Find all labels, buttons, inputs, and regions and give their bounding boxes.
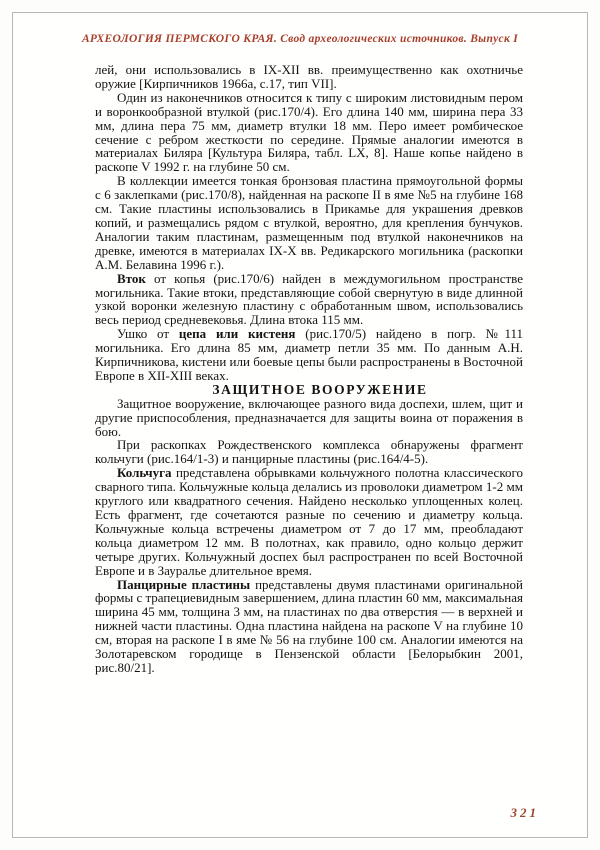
paragraph-bronze-plate: В коллекции имеется тонкая бронзовая пластина прямоугольной формы с 6 заклепками (рис.170/8), найденная на раскопе II в яме №5 на глубине 168 см. Такие пластины использовались в Прикамье для украшения древков копий, и размещались рядом с втулкой, вероятно, для крепления бунчуков. Аналогии таким пластинам, размещенным под втулкой наконечников на древке, имеются в материалах IX-X вв. Редикарского могильника (раскопки А.М. Белавина 1996 г.). — [95, 173, 523, 272]
paragraph-plates-text: представлены двумя пластинами оригинальной формы с трапециевидным завершением, длина пластин 60 мм, максимальная ширина 45 мм, толщина 3 мм, на пластинах по два отверстия — в верхней и нижней части пластины. Одна пластина найдена на раскопе V на глубине 10 см, вторая на раскопе I в яме № 56 на глубине 100 см. Аналогии имеются на Золотаревском городище в Пензенской области [Белорыбкин 2001, рис.80/21]. — [95, 576, 523, 675]
page-body — [95, 63, 523, 675]
paragraph-chainmail-lead: Кольчуга — [117, 465, 172, 481]
paragraph-kisten — [95, 327, 523, 383]
running-header-text: АРХЕОЛОГИЯ ПЕРМСКОГО КРАЯ. Свод археологических источников. Выпуск I — [81, 33, 519, 45]
running-header — [13, 33, 587, 45]
scanned-book-page — [12, 12, 588, 838]
paragraph-kisten-bold: цепа или кистеня — [178, 326, 296, 342]
page-number: 321 — [510, 805, 539, 820]
paragraph-vtok-text: от копья (рис.170/6) найден в междумогильном пространстве могильника. Такие втоки, представляющие собой свернутую в виде длинной узкой воронки железную пластину с обработанным швом, использовались весь период средневековья. Длина втока 115 мм. — [95, 270, 523, 328]
paragraph-armor-intro: Защитное вооружение, включающее разного вида доспехи, шлем, щит и другие приспособления, предназначается для защиты воина от поражения в бою. — [95, 395, 523, 439]
paragraph-plates — [95, 578, 523, 675]
paragraph-chainmail — [95, 466, 523, 577]
paragraph-spearhead: Один из наконечников относится к типу с широким листовидным пером и воронкообразной втулкой (рис.170/4). Его длина 140 мм, ширина пера 33 мм, длина пера 75 мм, диаметр втулки 18 мм. Перо имеет ромбическое сечение с ребром жесткости по середине. Прямые аналогии имеются в материалах Биляра [Культура Биляра, табл. LX, 8]. Наше копье найдено в раскопе V 1992 г. на глубине 50 см. — [95, 89, 523, 175]
paragraph-continuation: лей, они использовались в IX-XII вв. преимущественно как охотничье оружие [Кирпичников 1966а, с.17, тип VII]. — [95, 62, 523, 91]
section-heading: ЗАЩИТНОЕ ВООРУЖЕНИЕ — [212, 381, 428, 397]
paragraph-vtok-lead: Вток — [117, 270, 146, 286]
paragraph-kisten-pre: Ушко от — [117, 326, 179, 342]
paragraph-chainmail-text: представлена обрывками кольчужного полотна классического сварного типа. Кольчужные кольца делались из проволоки диаметром 1-2 мм круглого или квадратного сечения. Найдено несколько уплощенных колец. Есть фрагмент, где сочетаются разные по сечению и диаметру кольца. Кольчужные кольца встречены диаметром от 7 до 17 мм, преобладают кольца диаметром 12 мм. В полотнах, как правило, одно кольцо держит четыре других. Кольчужный доспех был распространен по всей Восточной Европе и в Зауралье длительное время. — [95, 465, 523, 578]
paragraph-kisten-text: (рис.170/5) найдено в погр. №111 могильника. Его длина 85 мм, диаметр петли 35 мм. По данным А.Н. Кирпичникова, кистени или боевые цепы были распространены в Восточной Европе в XII-XIII веках. — [95, 326, 523, 383]
paragraph-vtok — [95, 272, 523, 328]
paragraph-finds: При раскопках Рождественского комплекса обнаружены фрагмент кольчуги (рис.164/1-3) и панцирные пластины (рис.164/4-5). — [95, 437, 523, 467]
paragraph-plates-lead: Панцирные пластины — [117, 576, 251, 592]
